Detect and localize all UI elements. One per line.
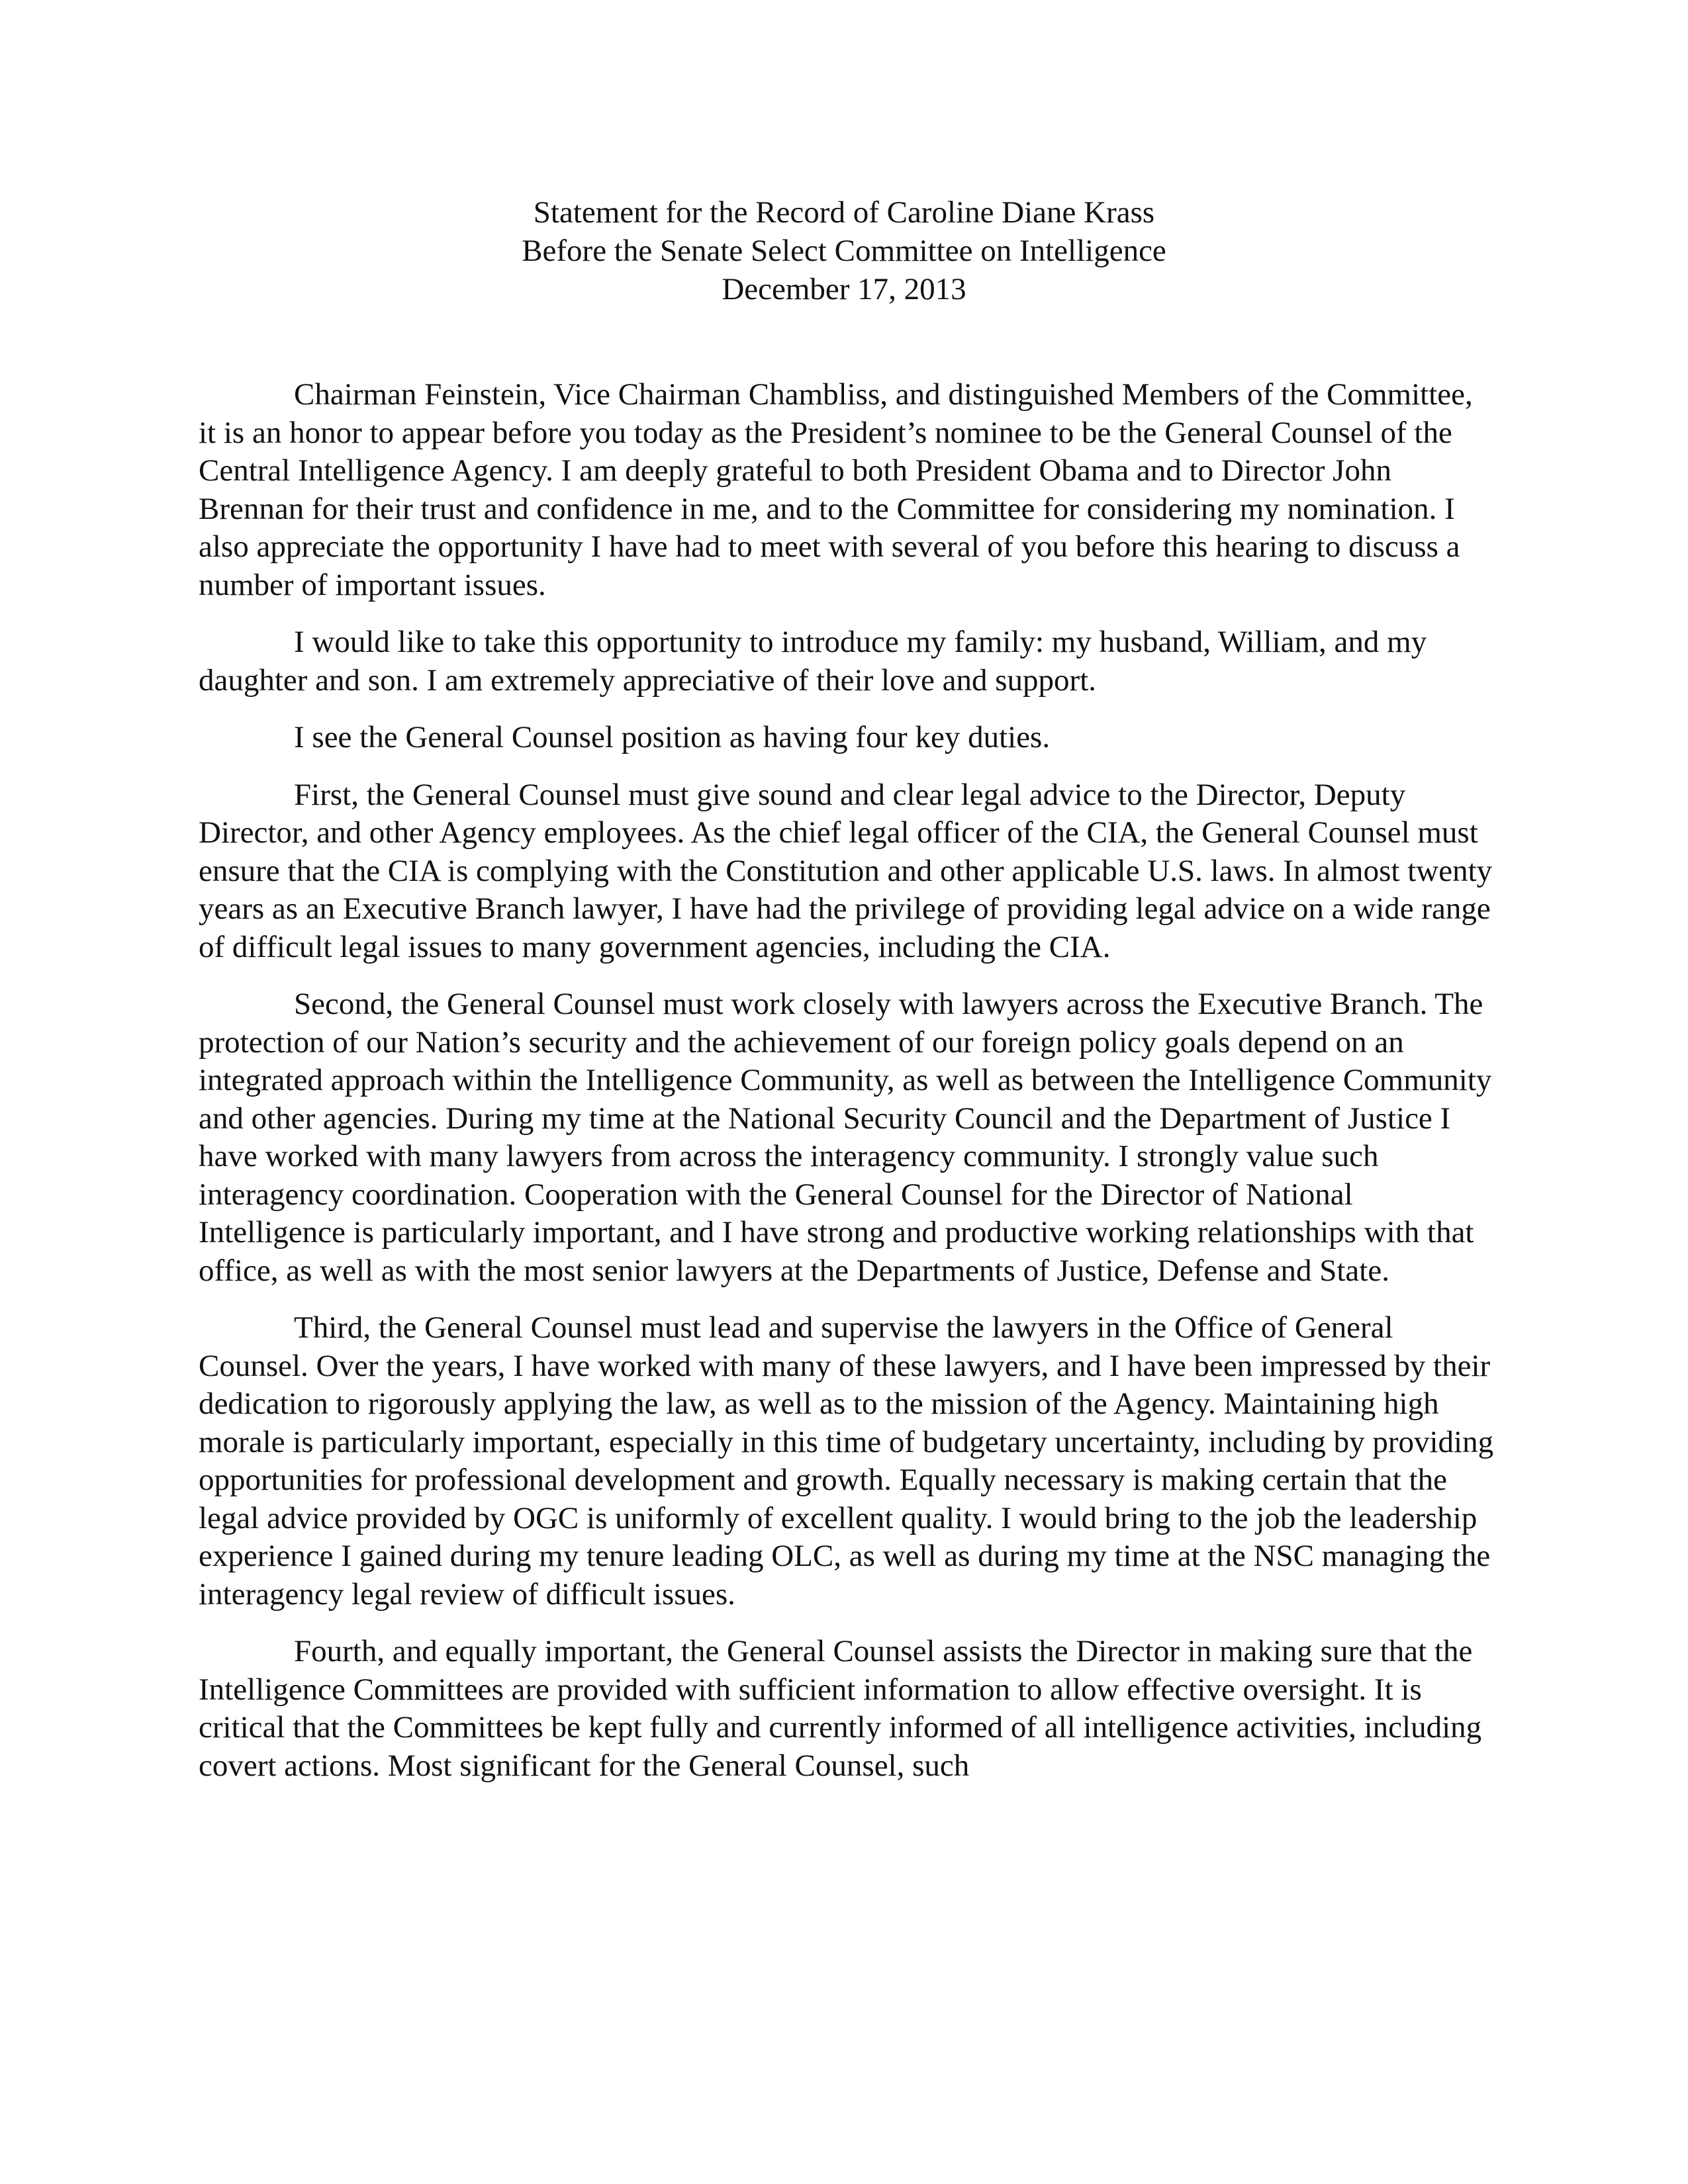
paragraph-first-duty: First, the General Counsel must give sound and clear legal advice to the Director, Deputy Director, and other Agency employees. As the chief legal officer of the CIA, the General Counsel must ensure that the CIA is complying with the Constitution and other applicable U.S. laws. In almost twenty years as an Executive Branch lawyer, I have had the privilege of providing legal advice on a wide range of difficult legal issues to many government agencies, including the CIA.: [199, 777, 1493, 964]
paragraph-fourth-duty: Fourth, and equally important, the General Counsel assists the Director in making sure that the Intelligence Committees are provided with sufficient information to allow effective oversight. It is critical that the Committees be kept fully and currently informed of all intelligence activities, including covert actions. Most significant for the General Counsel, such: [199, 1634, 1482, 1783]
paragraph-second-duty: Second, the General Counsel must work closely with lawyers across the Executive Branch. The protection of our Nation’s security and the achievement of our foreign policy goals depend on an integrated approach within the Intelligence Community, as well as between the Intelligence Community and other agencies. During my time at the National Security Council and the Department of Justice I have worked with many lawyers from across the interagency community. I strongly value such interagency coordination. Cooperation with the General Counsel for the Director of National Intelligence is particularly important, and I have strong and productive working relationships with that office, as well as with the most senior lawyers at the Departments of Justice, Defense and State.: [199, 987, 1492, 1288]
statement-header: [0, 193, 1688, 308]
paragraph-four-duties: I see the General Counsel position as having four key duties.: [294, 720, 1051, 754]
paragraph-third-duty: Third, the General Counsel must lead and supervise the lawyers in the Office of General Counsel. Over the years, I have worked with many of these lawyers, and I have been impressed by their dedication to rigorously applying the law, as well as to the mission of the Agency. Maintaining high morale is particularly important, especially in this time of budgetary uncertainty, including by providing opportunities for professional development and growth. Equally necessary is making certain that the legal advice provided by OGC is uniformly of excellent quality. I would bring to the job the leadership experience I gained during my tenure leading OLC, as well as during my time at the NSC managing the interagency legal review of difficult issues.: [199, 1310, 1494, 1612]
paragraph-introduction: Chairman Feinstein, Vice Chairman Chambliss, and distinguished Members of the Committee, it is an honor to appear before you today as the President’s nominee to be the General Counsel of the Central Intelligence Agency. I am deeply grateful to both President Obama and to Director John Brennan for their trust and confidence in me, and to the Committee for considering my nomination. I also appreciate the opportunity I have had to meet with several of you before this hearing to discuss a number of important issues.: [199, 377, 1473, 602]
header-committee: Before the Senate Select Committee on Intelligence: [522, 234, 1166, 268]
header-date: December 17, 2013: [722, 272, 966, 306]
paragraph-family: I would like to take this opportunity to introduce my family: my husband, William, and my daughter and son. I am extremely appreciative of their love and support.: [199, 625, 1427, 698]
statement-body: [199, 376, 1497, 1804]
header-title: Statement for the Record of Caroline Diane Krass: [533, 195, 1155, 230]
